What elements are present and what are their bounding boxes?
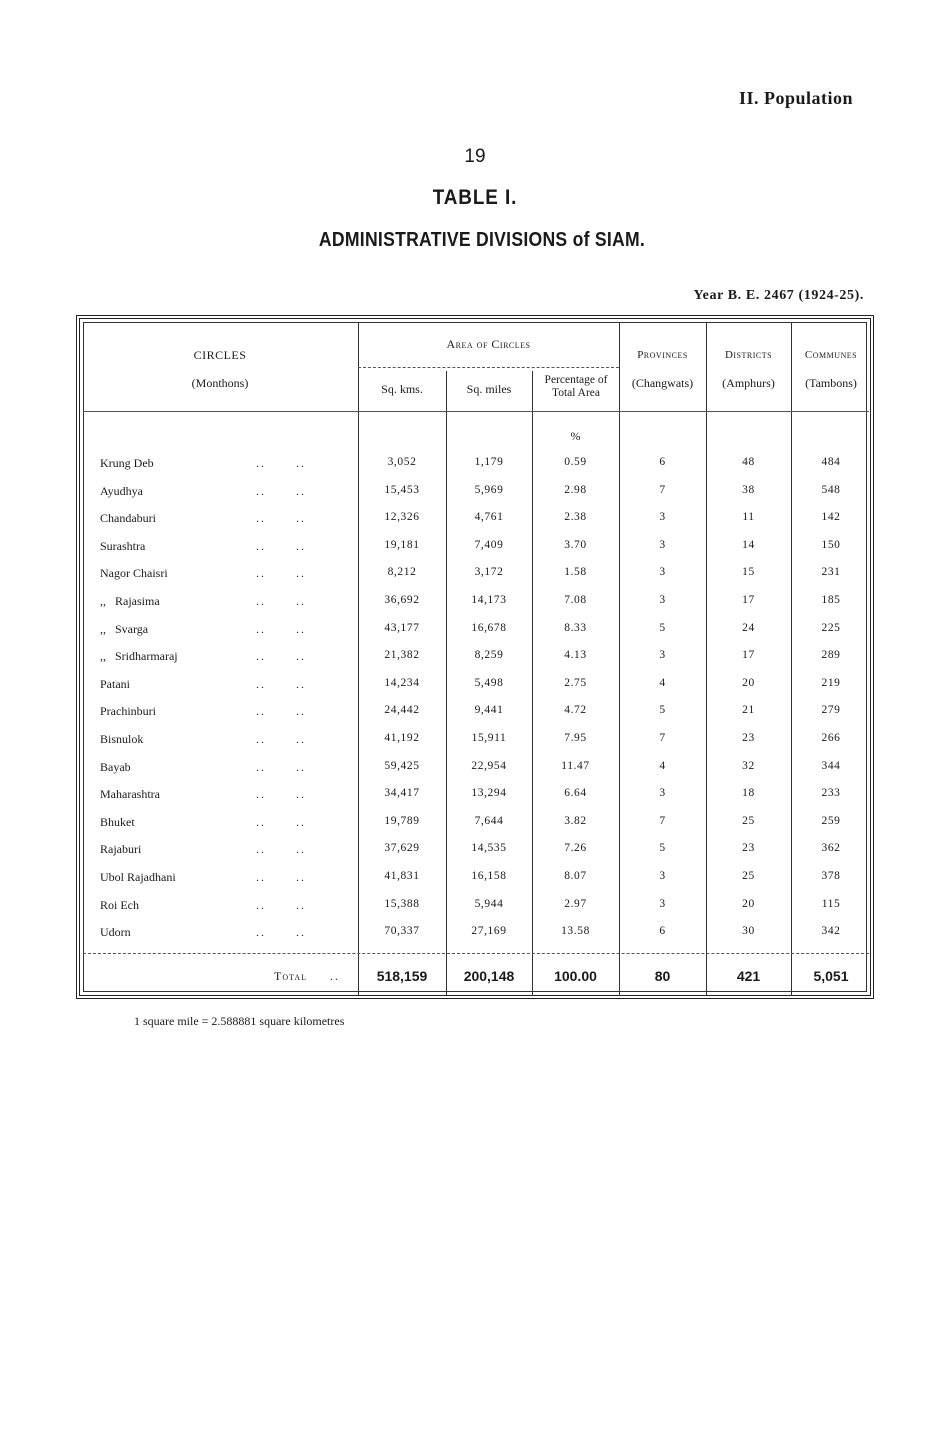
row-provinces: 3 [659,539,666,551]
table-frame [76,315,874,999]
row-communes: 225 [821,622,841,634]
row-sq-miles: 5,498 [474,677,504,689]
page-number: 19 [464,146,486,167]
row-sq-miles: 9,441 [474,704,504,716]
row-provinces: 5 [659,704,666,716]
row-leader-dots: .. .. [256,732,306,746]
row-sq-miles: 14,173 [471,594,507,606]
row-districts: 20 [742,677,755,689]
row-circle-name: Prachinburi [100,704,156,718]
row-sq-kms: 59,425 [384,760,420,772]
row-pct: 2.38 [564,511,587,523]
row-sq-miles: 1,179 [474,456,504,468]
row-provinces: 5 [659,622,666,634]
row-communes: 362 [821,842,841,854]
row-provinces: 3 [659,870,666,882]
total-dots: .. [330,969,340,983]
total-sq-kms: 518,159 [376,968,428,984]
row-districts: 25 [742,815,755,827]
row-pct: 8.07 [564,870,587,882]
row-communes: 548 [821,484,841,496]
row-sq-kms: 34,417 [384,787,420,799]
row-sq-kms: 14,234 [384,677,420,689]
total-provinces: 80 [654,968,671,984]
row-circle-name: Surashtra [100,539,146,553]
row-districts: 38 [742,484,755,496]
row-circle-name: Ayudhya [100,484,143,498]
row-circle-name: Nagor Chaisri [100,566,168,580]
row-pct: 2.98 [564,484,587,496]
row-sq-miles: 7,409 [474,539,504,551]
section-title: II. Population [738,88,853,108]
row-circle-name: Chandaburi [100,511,156,525]
row-circle-name: Rajaburi [100,842,142,856]
row-communes: 378 [821,870,841,882]
header-sq-kms: Sq. kms. [381,382,423,396]
row-sq-miles: 13,294 [471,787,507,799]
percent-sign: % [570,429,581,443]
row-provinces: 6 [659,925,666,937]
row-provinces: 7 [659,484,666,496]
row-districts: 48 [742,456,755,468]
row-pct: 4.13 [564,649,587,661]
row-pct: 1.58 [564,566,587,578]
row-districts: 11 [742,511,755,523]
row-communes: 185 [821,594,841,606]
header-districts: Districts [724,349,773,361]
row-sq-kms: 41,831 [384,870,420,882]
row-leader-dots: .. .. [256,842,306,856]
row-pct: 3.82 [564,815,587,827]
row-circle-name: ,, Rajasima [100,594,160,608]
row-leader-dots: .. .. [256,704,306,718]
row-leader-dots: .. .. [256,484,306,498]
row-sq-kms: 43,177 [384,622,420,634]
row-sq-kms: 8,212 [387,566,417,578]
row-communes: 219 [821,677,841,689]
row-leader-dots: .. .. [256,649,306,663]
header-sq-miles: Sq. miles [466,382,512,396]
row-sq-miles: 16,678 [471,622,507,634]
row-circle-name: Krung Deb [100,456,154,470]
total-label: Total [274,969,308,983]
row-sq-kms: 37,629 [384,842,420,854]
row-leader-dots: .. .. [256,787,306,801]
row-sq-kms: 3,052 [387,456,417,468]
row-sq-kms: 21,382 [384,649,420,661]
row-pct: 4.72 [564,704,587,716]
row-districts: 30 [742,925,755,937]
row-districts: 17 [742,649,755,661]
row-districts: 23 [742,732,755,744]
row-pct: 7.26 [564,842,587,854]
row-circle-name: ,, Sridharmaraj [100,649,178,663]
row-sq-miles: 27,169 [471,925,507,937]
row-communes: 150 [821,539,841,551]
year-note: Year B. E. 2467 (1924-25). [693,288,864,303]
row-provinces: 7 [659,815,666,827]
header-percentage: Percentage of Total Area [544,374,608,399]
row-communes: 342 [821,925,841,937]
row-provinces: 7 [659,732,666,744]
table-title: TABLE I. [432,186,518,209]
row-communes: 142 [821,511,841,523]
row-pct: 2.75 [564,677,587,689]
row-districts: 15 [742,566,755,578]
row-communes: 231 [821,566,841,578]
row-sq-miles: 7,644 [474,815,504,827]
row-pct: 0.59 [564,456,587,468]
row-communes: 266 [821,732,841,744]
row-provinces: 3 [659,511,666,523]
row-sq-kms: 41,192 [384,732,420,744]
row-sq-miles: 3,172 [474,566,504,578]
row-districts: 23 [742,842,755,854]
total-top-line [83,953,869,954]
row-sq-miles: 8,259 [474,649,504,661]
row-provinces: 3 [659,787,666,799]
row-circle-name: Ubol Rajadhani [100,870,176,884]
row-provinces: 3 [659,566,666,578]
header-circles: CIRCLES [193,348,247,362]
row-circle-name: Bhuket [100,815,135,829]
header-communes: Communes [804,349,858,361]
row-pct: 11.47 [561,760,590,772]
total-communes: 5,051 [813,968,849,984]
row-communes: 344 [821,760,841,772]
row-districts: 14 [742,539,755,551]
row-sq-kms: 24,442 [384,704,420,716]
header-circles-sub: (Monthons) [191,376,249,390]
row-provinces: 3 [659,649,666,661]
row-pct: 13.58 [561,925,590,937]
row-sq-miles: 16,158 [471,870,507,882]
row-provinces: 3 [659,594,666,606]
row-leader-dots: .. .. [256,566,306,580]
row-sq-kms: 19,181 [384,539,420,551]
row-circle-name: Patani [100,677,130,691]
row-leader-dots: .. .. [256,622,306,636]
row-leader-dots: .. .. [256,539,306,553]
header-area: Area of Circles [446,337,531,351]
row-communes: 289 [821,649,841,661]
header-provinces-sub: (Changwats) [631,376,694,390]
row-communes: 279 [821,704,841,716]
row-leader-dots: .. .. [256,677,306,691]
row-communes: 115 [821,898,841,910]
row-leader-dots: .. .. [256,594,306,608]
row-districts: 18 [742,787,755,799]
row-provinces: 5 [659,842,666,854]
row-circle-name: Udorn [100,925,131,939]
row-sq-kms: 15,388 [384,898,420,910]
row-sq-miles: 5,969 [474,484,504,496]
row-sq-kms: 36,692 [384,594,420,606]
row-circle-name: Bisnulok [100,732,144,746]
row-leader-dots: .. .. [256,456,306,470]
row-communes: 484 [821,456,841,468]
row-sq-kms: 12,326 [384,511,420,523]
row-pct: 7.08 [564,594,587,606]
row-pct: 3.70 [564,539,587,551]
row-provinces: 3 [659,898,666,910]
header-provinces: Provinces [637,349,688,361]
header-districts-sub: (Amphurs) [722,376,775,390]
row-districts: 24 [742,622,755,634]
row-communes: 259 [821,815,841,827]
row-provinces: 4 [659,760,666,772]
row-leader-dots: .. .. [256,925,306,939]
row-leader-dots: .. .. [256,870,306,884]
row-sq-miles: 15,911 [471,732,507,744]
row-sq-miles: 4,761 [474,511,504,523]
table-subtitle: ADMINISTRATIVE DIVISIONS of SIAM. [318,229,646,251]
footnote: 1 square mile = 2.588881 square kilometres [134,1014,345,1028]
header-communes-sub: (Tambons) [805,376,857,390]
row-sq-miles: 22,954 [471,760,507,772]
row-sq-miles: 5,944 [474,898,504,910]
row-circle-name: Maharashtra [100,787,160,801]
row-leader-dots: .. .. [256,511,306,525]
row-districts: 17 [742,594,755,606]
row-leader-dots: .. .. [256,760,306,774]
row-leader-dots: .. .. [256,898,306,912]
header-bottom-line [83,411,869,412]
row-pct: 8.33 [564,622,587,634]
row-pct: 6.64 [564,787,587,799]
total-pct: 100.00 [554,968,597,984]
row-districts: 20 [742,898,755,910]
row-sq-kms: 19,789 [384,815,420,827]
total-districts: 421 [736,968,761,984]
total-sq-miles: 200,148 [463,968,515,984]
row-leader-dots: .. .. [256,815,306,829]
row-districts: 21 [742,704,755,716]
row-circle-name: Roi Ech [100,898,139,912]
row-provinces: 6 [659,456,666,468]
row-pct: 7.95 [564,732,587,744]
row-circle-name: Bayab [100,760,131,774]
row-provinces: 4 [659,677,666,689]
row-districts: 32 [742,760,755,772]
row-circle-name: ,, Svarga [100,622,149,636]
row-communes: 233 [821,787,841,799]
row-sq-kms: 70,337 [384,925,420,937]
row-pct: 2.97 [564,898,587,910]
row-sq-kms: 15,453 [384,484,420,496]
row-sq-miles: 14,535 [471,842,507,854]
row-districts: 25 [742,870,755,882]
area-subheader-line [358,367,619,368]
